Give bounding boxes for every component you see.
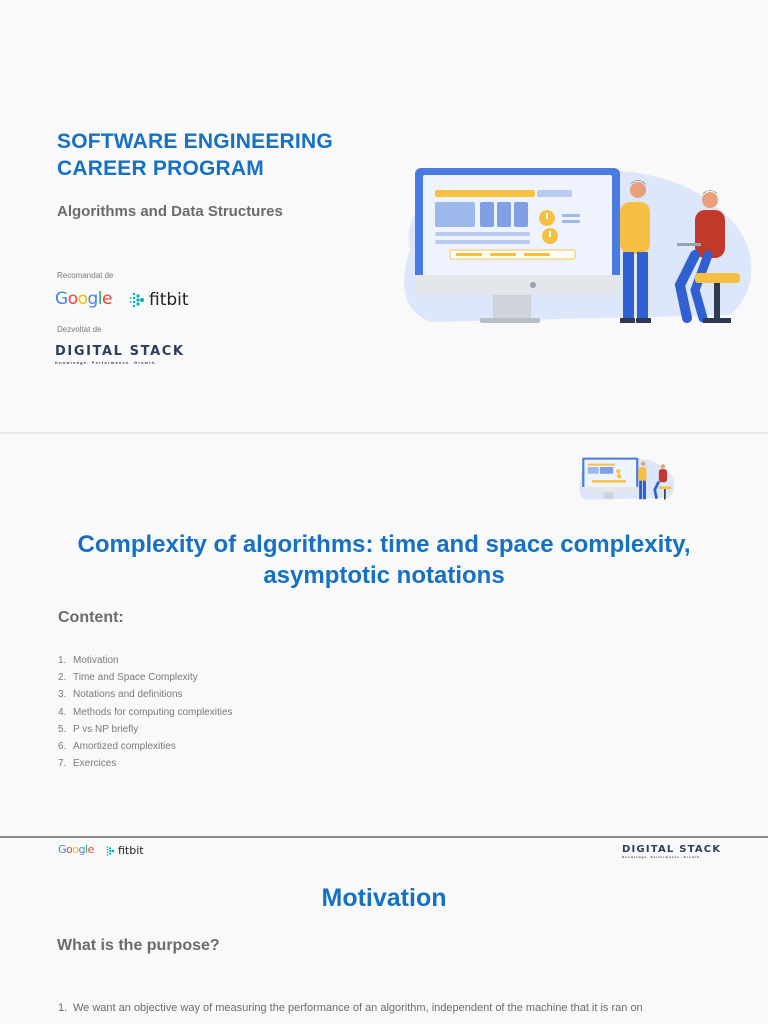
list-item: 1. Motivation <box>58 655 119 666</box>
list-item: 7. Exercices <box>58 758 117 770</box>
list-item: 2. Time and Space Complexity <box>58 672 198 684</box>
lecture-title-line2: asymptotic notations <box>263 562 505 589</box>
program-title-line1: SOFTWARE ENGINEERING <box>57 130 333 153</box>
lecture-title-line1: Complexity of algorithms: time and space complexity, <box>77 531 691 558</box>
fitbit-logo-small <box>104 844 144 857</box>
developed-label: Dezvoltat de <box>57 325 102 334</box>
motivation-slide <box>0 838 768 1024</box>
digital-stack-tagline: Knowledge. Performance. Growth. <box>622 855 703 859</box>
content-list <box>58 652 233 772</box>
recommended-label: Recomandat de <box>57 271 114 280</box>
google-logo-small: Google <box>58 843 94 856</box>
program-title <box>57 128 333 182</box>
google-logo: Google <box>55 289 112 309</box>
digital-stack-tagline: Knowledge. Performance. Growth. <box>55 360 158 365</box>
team-computer-illustration-small <box>574 450 678 502</box>
fitbit-wordmark: fitbit <box>149 290 189 310</box>
digital-stack-wordmark: DIGITAL STACK <box>55 344 185 359</box>
list-item: 5. P vs NP briefly <box>58 723 139 735</box>
section-question: What is the purpose? <box>57 937 220 954</box>
fitbit-wordmark: fitbit <box>118 844 144 857</box>
title-slide <box>0 0 768 432</box>
content-heading: Content: <box>58 609 124 626</box>
list-item: 6. Amortized complexities <box>58 741 176 753</box>
lecture-title <box>0 529 768 591</box>
fitbit-dots-icon <box>129 291 145 309</box>
list-item: 1. We want an objective way of measuring the performance of an algorithm, independent of the machine that it is ran on <box>58 1002 643 1014</box>
digital-stack-logo <box>55 344 185 365</box>
team-computer-illustration <box>390 140 760 330</box>
digital-stack-wordmark: DIGITAL STACK <box>622 844 722 855</box>
program-title-line2: CAREER PROGRAM <box>57 157 264 180</box>
agenda-slide <box>0 434 768 836</box>
digital-stack-logo-small <box>622 844 721 859</box>
course-subtitle: Algorithms and Data Structures <box>57 203 283 220</box>
fitbit-logo <box>129 290 189 310</box>
fitbit-dots-icon <box>104 845 115 857</box>
list-item: 3. Notations and definitions <box>58 689 183 701</box>
list-item: 4. Methods for computing complexities <box>58 706 233 718</box>
section-title: Motivation <box>321 884 447 912</box>
